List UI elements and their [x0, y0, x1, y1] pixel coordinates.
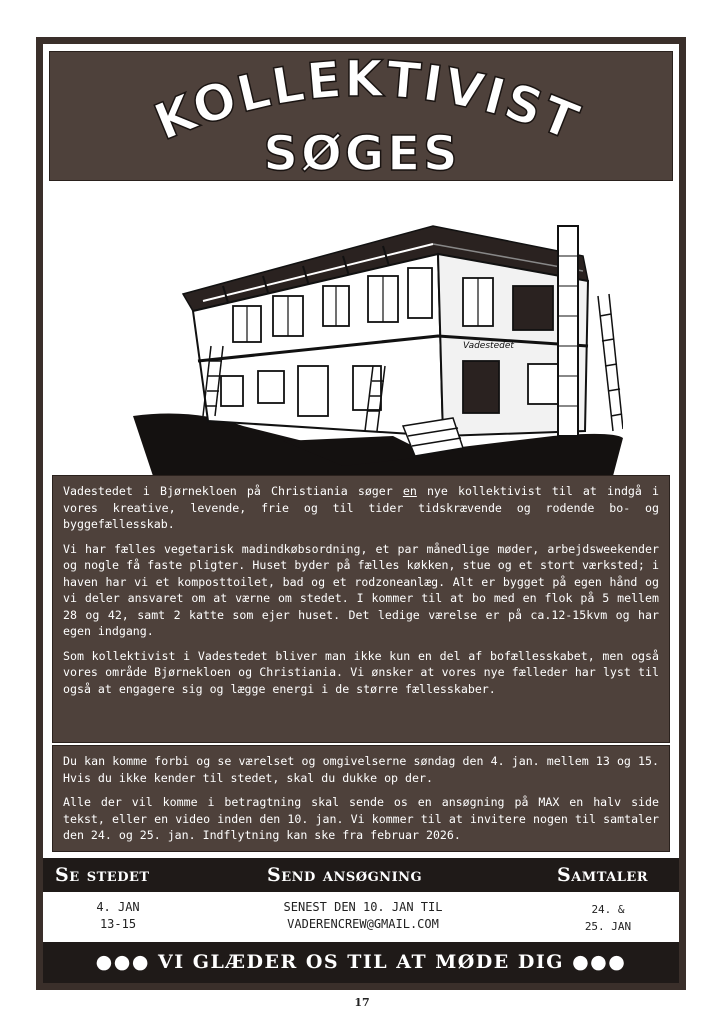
chimney [558, 226, 578, 436]
schedule-header [43, 858, 679, 892]
schedule-heading-visit: Se stedet [55, 864, 150, 886]
title-graphic [50, 52, 674, 182]
schedule-visit-details: 4. JAN 13-15 [96, 900, 140, 931]
ladder-right [598, 294, 623, 431]
title-banner [49, 51, 673, 181]
title-line1: KOLLEKTIVIST [146, 52, 589, 153]
intro-paragraph-1: Vadestedet i Bjørnekloen på Christiania søger en nye kollektivist til at indgå i vores kreative, levende, frie og til tider tidskrævende og rodende bo- og byggefællesskab. [63, 484, 659, 531]
house-sketch-illustration [133, 186, 623, 476]
page-number: 17 [354, 996, 370, 1009]
intro-paragraph-2: Vi har fælles vegetarisk madindkøbsordning, et par månedlige møder, arbejdsweekender og nogle få faste pligter. Huset byder på fælles køkken, stue og et stort værksted; i haven har vi et komposttoilet, bad og et rodzoneanlæg. Alt er bygget på egen hånd og vi deler ansvaret om at værne om stedet. I kommer til at bo med en flok på 5 mellem 28 og 42, samt 2 katte som ejer huset. Det ledige værelse er på ca.12-15kvm og har egen indgang. [63, 541, 659, 638]
poster-inner [43, 44, 679, 983]
poster-frame [36, 37, 686, 990]
schedule-heading-interviews: Samtaler [557, 864, 649, 886]
footer-banner: ●●● VI GLÆDER OS TIL AT MØDE DIG ●●● [43, 942, 679, 983]
underlined-word: en [402, 484, 417, 498]
house-sign: Vadestedet [463, 341, 514, 351]
visit-paragraph-1: Du kan komme forbi og se værelset og omgivelserne søndag den 4. jan. mellem 13 og 15. Hvis du ikke kender til stedet, skal du dukke op der. [63, 754, 659, 785]
visit-text-box [52, 745, 670, 852]
schedule-heading-apply: Send ansøgning [267, 864, 423, 886]
title-line2: SØGES [263, 126, 461, 182]
schedule-interview-details: 24. & 25. JAN [584, 903, 632, 933]
visit-paragraph-2: Alle der vil komme i betragtning skal sende os en ansøgning på MAX en halv side tekst, eller en video inden den 10. jan. Vi kommer til at invitere nogen til samtaler den 24. og 25. jan. Indflytning kan ske fra februar 2026. [63, 795, 659, 842]
intro-paragraph-3: Som kollektivist i Vadestedet bliver man ikke kun en del af bofællesskabet, men også vores område Bjørnekloen og Christiania. Vi ønsker at vores nye fælleder har lyst til også at engagere sig og lægge energi i de større fællesskaber. [63, 648, 659, 696]
schedule-apply-details: SENEST DEN 10. JAN TIL VADERENCREW@GMAIL.COM [283, 900, 443, 931]
schedule-body [43, 892, 679, 942]
intro-text-box [52, 475, 670, 743]
